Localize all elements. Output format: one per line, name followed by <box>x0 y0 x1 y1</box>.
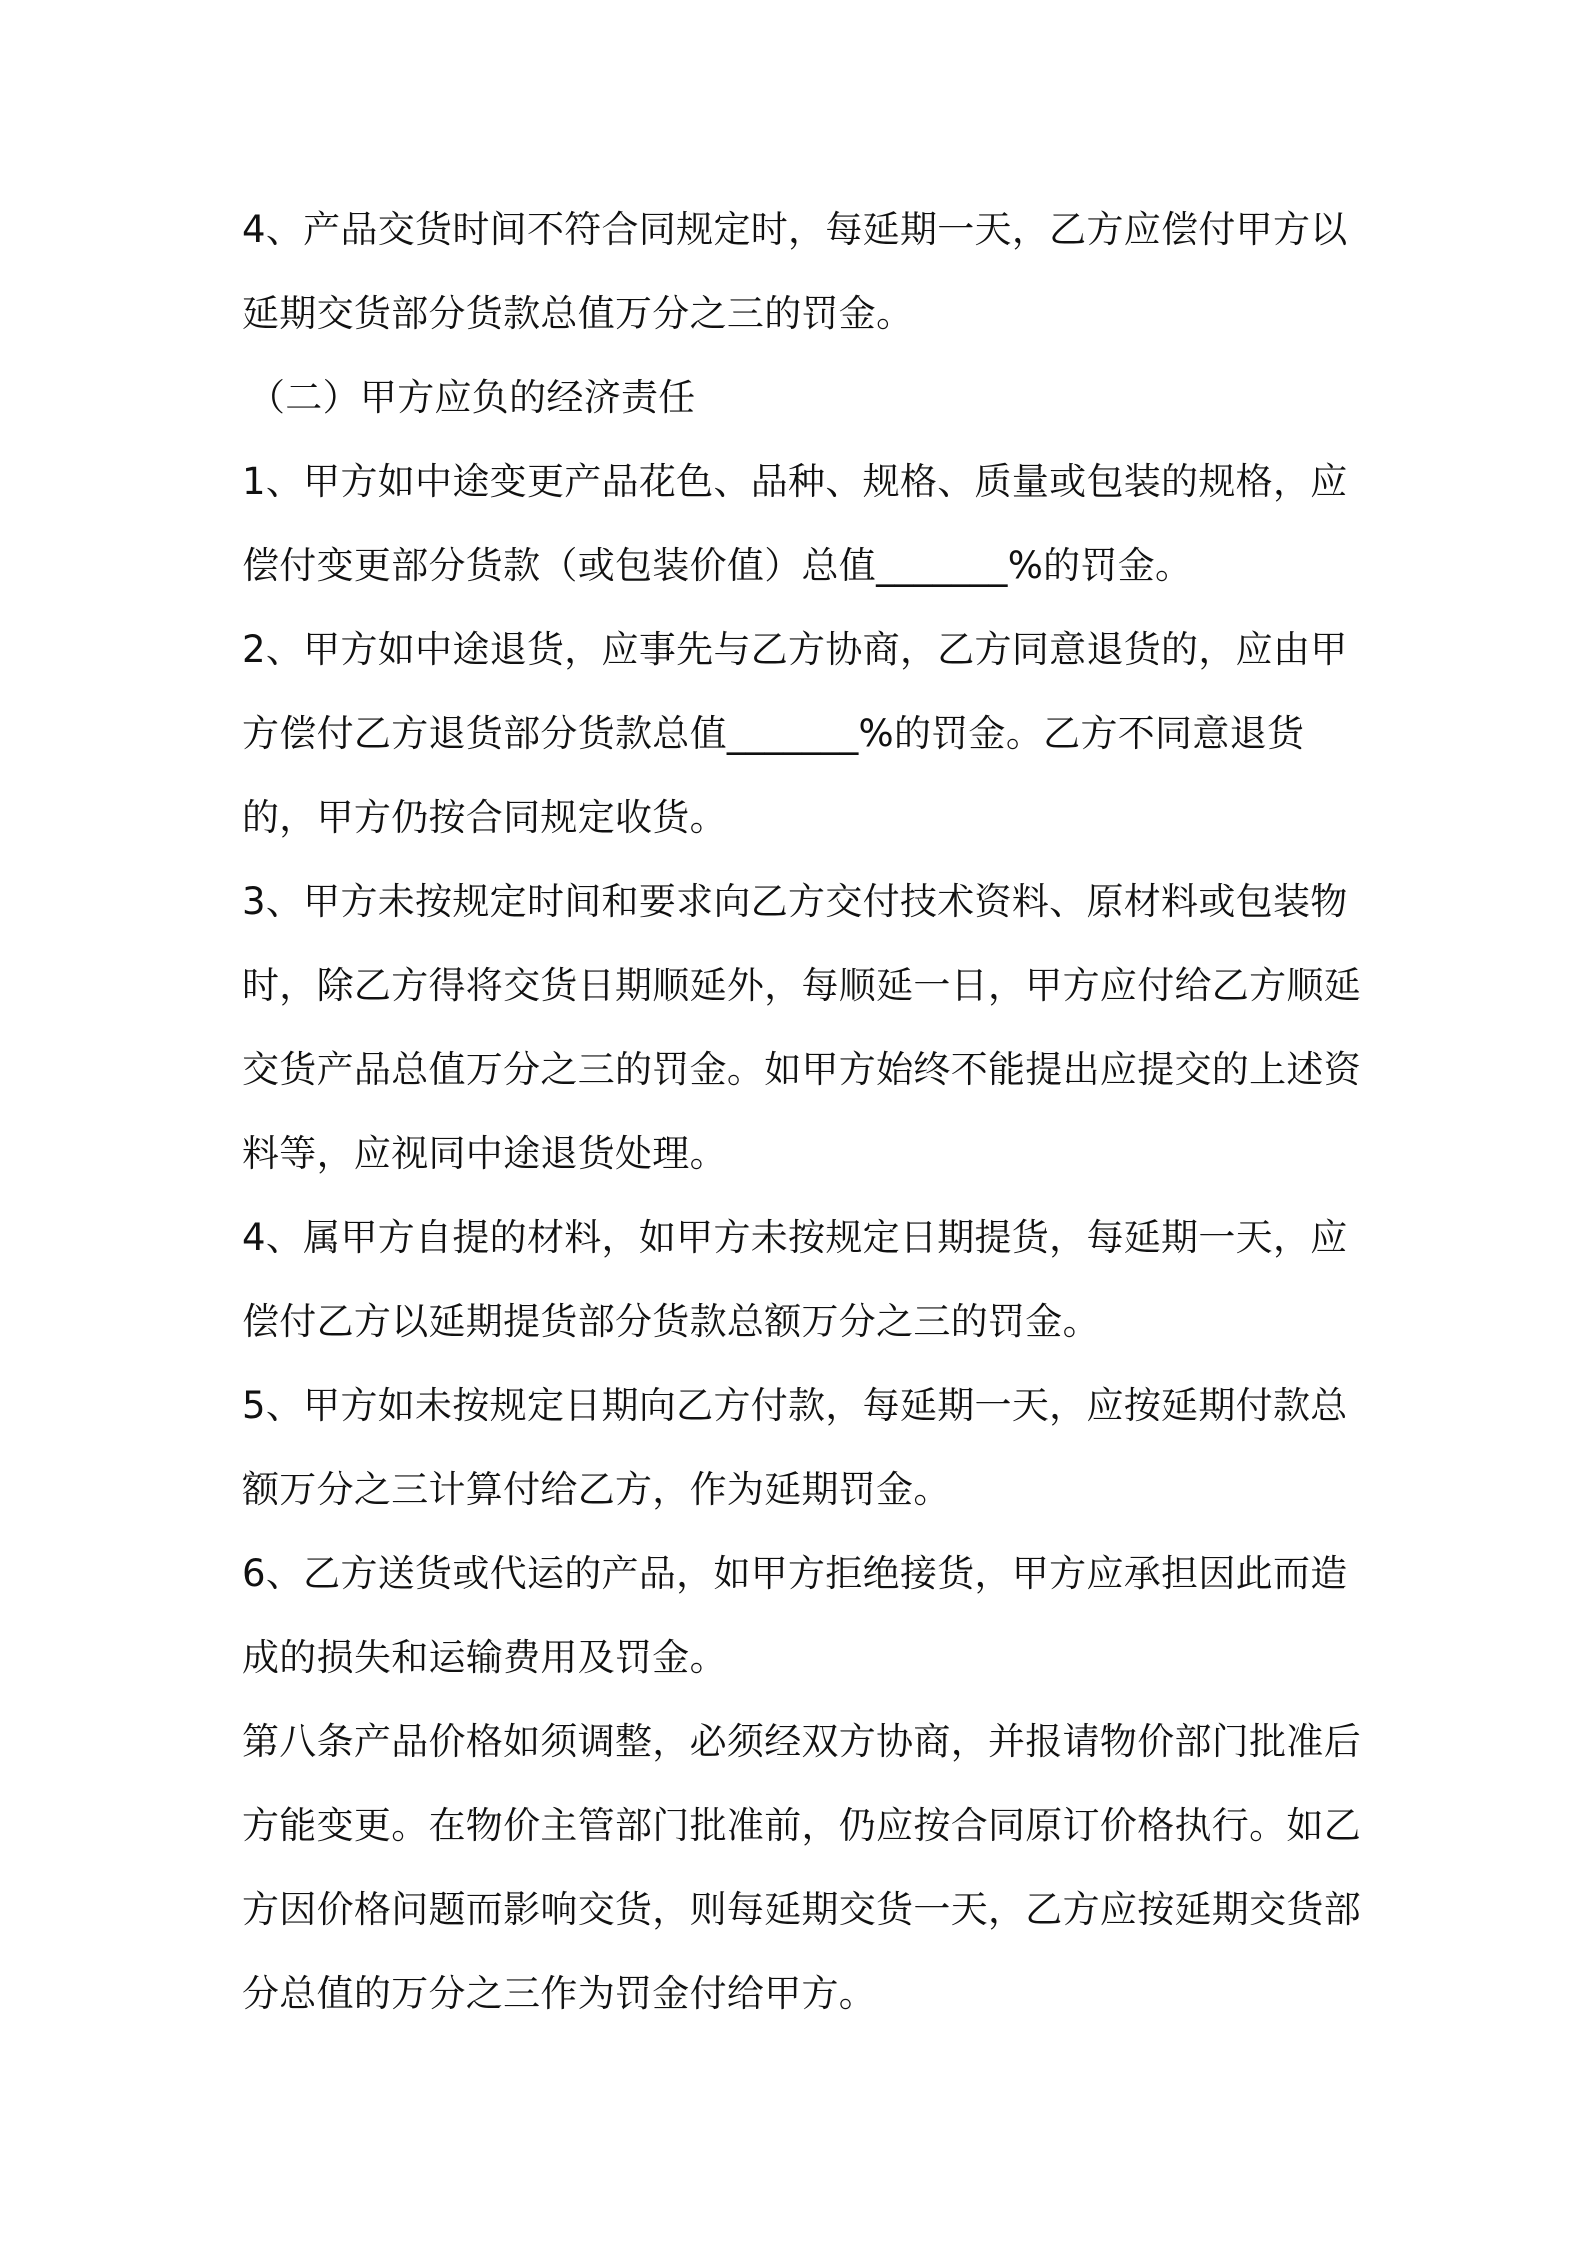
paragraph-seller-delay-penalty: 4、产品交货时间不符合同规定时，每延期一天，乙方应偿付甲方以延期交货部分货款总值万分之三的罚金。 <box>242 208 1348 335</box>
paragraph-buyer-refuse-delivery: 6、乙方送货或代运的产品，如甲方拒绝接货，甲方应承担因此而造成的损失和运输费用及罚金。 <box>242 1552 1348 1679</box>
paragraph-article-eight-price-adjustment: 第八条产品价格如须调整，必须经双方协商，并报请物价部门批准后方能变更。在物价主管部门批准前，仍应按合同原订价格执行。如乙方因价格问题而影响交货，则每延期交货一天，乙方应按延期交货部分总值的万分之三作为罚金付给甲方。 <box>242 1720 1361 2015</box>
paragraph-buyer-return-penalty: 2、甲方如中途退货，应事先与乙方协商，乙方同意退货的，应由甲方偿付乙方退货部分货款总值_______%的罚金。乙方不同意退货的，甲方仍按合同规定收货。 <box>242 628 1348 839</box>
document-body <box>242 188 1362 2036</box>
paragraph-buyer-materials-delay: 3、甲方未按规定时间和要求向乙方交付技术资料、原材料或包装物时，除乙方得将交货日期顺延外，每顺延一日，甲方应付给乙方顺延交货产品总值万分之三的罚金。如甲方始终不能提出应提交的上述资料等，应视同中途退货处理。 <box>242 880 1361 1175</box>
paragraph-buyer-payment-delay: 5、甲方如未按规定日期向乙方付款，每延期一天，应按延期付款总额万分之三计算付给乙方，作为延期罚金。 <box>242 1384 1348 1511</box>
section-heading-buyer-liability: （二）甲方应负的经济责任 <box>248 376 696 419</box>
paragraph-buyer-change-penalty: 1、甲方如中途变更产品花色、品种、规格、质量或包装的规格，应偿付变更部分货款（或包装价值）总值_______%的罚金。 <box>242 460 1348 587</box>
paragraph-buyer-pickup-delay: 4、属甲方自提的材料，如甲方未按规定日期提货，每延期一天，应偿付乙方以延期提货部分货款总额万分之三的罚金。 <box>242 1216 1348 1343</box>
